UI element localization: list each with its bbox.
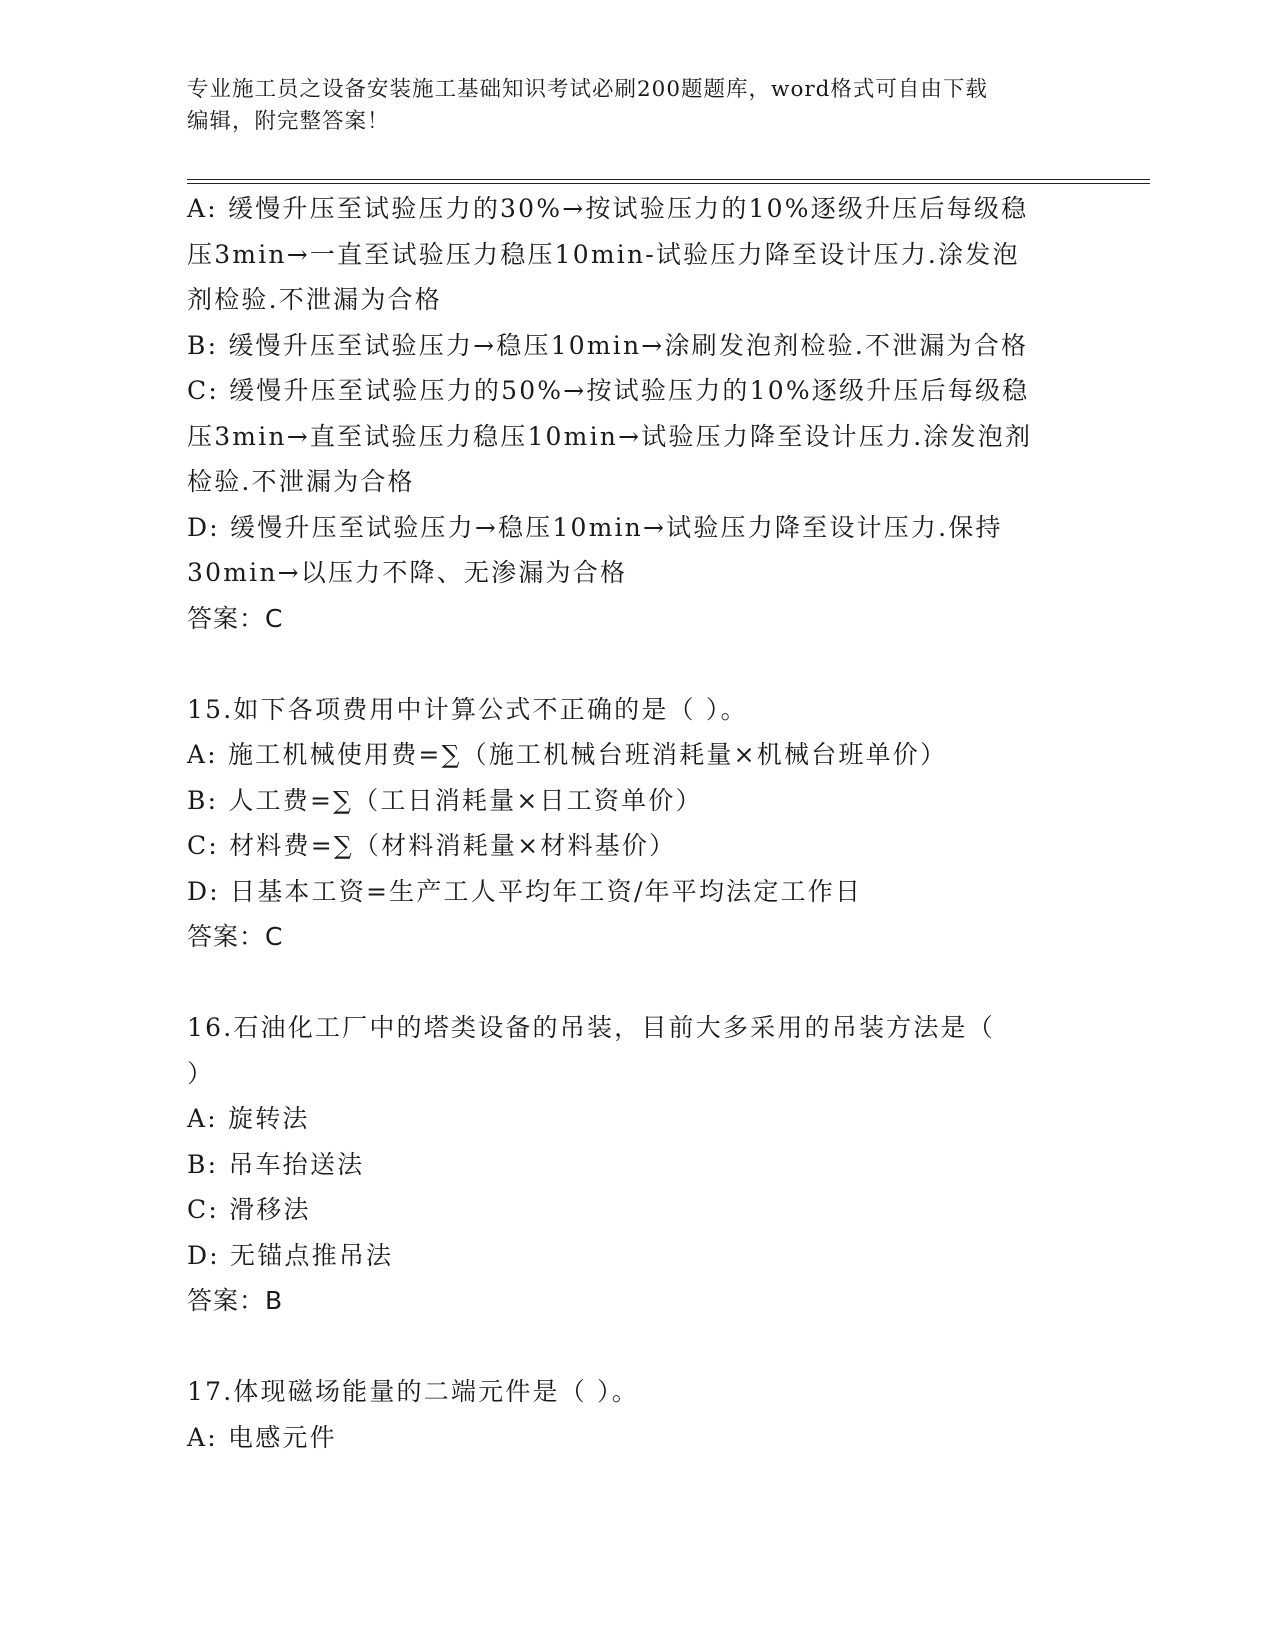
option-d: D: 无锚点推吊法: [187, 1240, 394, 1270]
option-c-line: C: 缓慢升压至试验压力的50%→按试验压力的10%逐级升压后每级稳: [187, 376, 1030, 405]
option-d: D: 日基本工资=生产工人平均年工资/年平均法定工作日: [187, 876, 863, 906]
option-c: C: 滑移法: [187, 1195, 311, 1224]
option-a: A: 施工机械使用费=∑（施工机械台班消耗量×机械台班单价）: [187, 740, 948, 769]
question-17: [187, 1369, 1087, 1460]
header-title-line-2: 编辑，附完整答案！: [187, 109, 390, 134]
spacer: [187, 960, 1087, 1006]
question-14: [187, 186, 1087, 641]
question-16: [187, 1005, 1087, 1324]
header-title-line-1: 专业施工员之设备安装施工基础知识考试必刷200题题库，word格式可自由下载: [187, 77, 988, 102]
header-divider-top: [187, 179, 1150, 180]
option-a-line: 压3min→一直至试验压力稳压10min-试验压力降至设计压力.涂发泡: [187, 239, 1020, 269]
spacer: [187, 1324, 1087, 1370]
option-a-line: 剂检验.不泄漏为合格: [187, 285, 442, 314]
document-header: [187, 74, 1067, 138]
option-a: A: 电感元件: [187, 1422, 337, 1452]
option-d-line: D: 缓慢升压至试验压力→稳压10min→试验压力降至设计压力.保持: [187, 512, 1003, 542]
question-list: [187, 186, 1087, 1460]
header-divider-bottom: [187, 183, 1150, 184]
option-b: B: 吊车抬送法: [187, 1149, 365, 1179]
answer: 答案：C: [187, 922, 284, 951]
question-text-line: ）: [187, 1058, 215, 1088]
question-text-line: 16.石油化工厂中的塔类设备的吊装，目前大多采用的吊装方法是（: [187, 1013, 995, 1042]
answer: 答案：B: [187, 1286, 284, 1315]
option-b: B: 人工费=∑（工日消耗量×日工资单价）: [187, 785, 703, 815]
option-c: C: 材料费=∑（材料消耗量×材料基价）: [187, 831, 677, 860]
answer: 答案：C: [187, 603, 284, 633]
option-b: B: 缓慢升压至试验压力→稳压10min→涂刷发泡剂检验.不泄漏为合格: [187, 330, 1029, 360]
option-a: A: 旋转法: [187, 1104, 310, 1133]
question-text: 17.体现磁场能量的二端元件是（ ）。: [187, 1377, 640, 1406]
question-text: 15.如下各项费用中计算公式不正确的是（ ）。: [187, 694, 748, 724]
question-15: [187, 687, 1087, 960]
option-a-line: A: 缓慢升压至试验压力的30%→按试验压力的10%逐级升压后每级稳: [187, 194, 1029, 223]
option-c-line: 压3min→直至试验压力稳压10min→试验压力降至设计压力.涂发泡剂: [187, 421, 1033, 451]
spacer: [187, 641, 1087, 687]
option-d-line: 30min→以压力不降、无渗漏为合格: [187, 558, 628, 587]
option-c-line: 检验.不泄漏为合格: [187, 467, 415, 496]
